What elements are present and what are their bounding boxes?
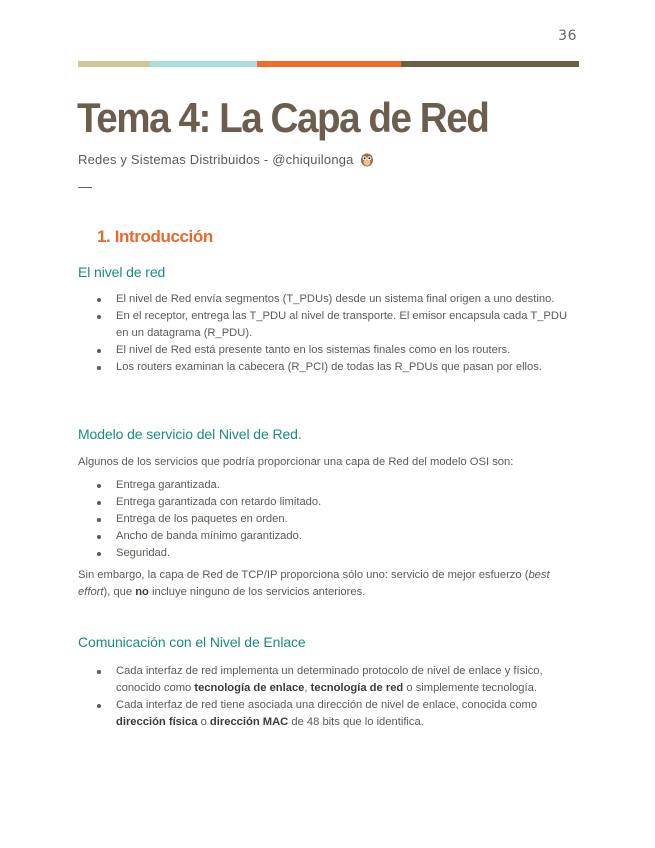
list-item: Los routers examinan la cabecera (R_PCI) de todas las R_PDUs que pasan por ellos. [78, 359, 580, 376]
list-item: Ancho de banda mínimo garantizado. [78, 528, 580, 545]
modelo-intro-paragraph: Algunos de los servicios que podría proporcionar una capa de Red del modelo OSI son: [78, 456, 514, 468]
list-item [78, 663, 580, 697]
document-title: Tema 4: La Capa de Red [77, 94, 489, 141]
enlace-b2-text-1: Cada interfaz de red tiene asociada una dirección de nivel de enlace, conocida como [116, 699, 538, 711]
subheading-modelo-de-servicio: Modelo de servicio del Nivel de Red. [78, 426, 302, 442]
document-subtitle [78, 151, 374, 167]
owl-icon [360, 151, 374, 167]
outro-text-1: Sin embargo, la capa de Red de TCP/IP proporciona sólo uno: servicio de mejor esfuerzo ( [78, 569, 529, 581]
color-bar-segment-1 [78, 61, 150, 67]
color-bar-segment-2 [150, 61, 257, 67]
list-item: El nivel de Red está presente tanto en los sistemas finales como en los routers. [78, 342, 580, 359]
enlace-b1-text-1: Cada interfaz de red implementa un determinado protocolo de nivel de enlace y físico, conocido como [116, 665, 543, 694]
header-color-bar [78, 61, 579, 67]
subheading-comunicacion-enlace: Comunicación con el Nivel de Enlace [78, 634, 306, 650]
enlace-list [78, 663, 580, 731]
enlace-b2-bold-2: dirección MAC [209, 716, 289, 728]
subtitle-text: Redes y Sistemas Distribuidos - @chiquilonga [78, 151, 354, 167]
color-bar-segment-3 [257, 61, 401, 67]
list-item: Entrega garantizada. [78, 477, 580, 494]
enlace-b1-bold-1: tecnología de enlace [194, 682, 305, 694]
page-number: 36 [558, 28, 577, 44]
modelo-servicios-list [78, 477, 580, 562]
subheading-nivel-de-red: El nivel de red [78, 264, 166, 280]
enlace-b1-text-3: o simplemente tecnología. [403, 682, 537, 694]
outro-emphasis: best effort [78, 569, 550, 598]
list-item: Seguridad. [78, 545, 580, 562]
list-item: Entrega de los paquetes en orden. [78, 511, 580, 528]
nivel-de-red-list [78, 291, 580, 376]
modelo-outro-paragraph [78, 567, 580, 601]
enlace-b2-text-3: de 48 bits que lo identifica. [288, 716, 424, 728]
list-item [78, 697, 580, 731]
enlace-b1-text-2: , [304, 682, 311, 694]
outro-text-2: ), que [103, 586, 136, 598]
enlace-b2-bold-1: dirección física [116, 716, 198, 728]
color-bar-segment-4 [401, 61, 579, 67]
subtitle-dash: — [78, 178, 92, 194]
outro-strong: no [135, 586, 149, 598]
list-item: Entrega garantizada con retardo limitado. [78, 494, 580, 511]
list-item: El nivel de Red envía segmentos (T_PDUs) desde un sistema final origen a uno destino. [78, 291, 580, 308]
enlace-b2-text-2: o [197, 716, 210, 728]
section-heading-introduccion: 1. Introducción [97, 227, 213, 246]
enlace-b1-bold-2: tecnología de red [310, 682, 404, 694]
outro-text-3: incluye ninguno de los servicios anteriores. [148, 586, 366, 598]
list-item: En el receptor, entrega las T_PDU al nivel de transporte. El emisor encapsula cada T_PDU en un datagrama (R_PDU). [78, 308, 580, 342]
